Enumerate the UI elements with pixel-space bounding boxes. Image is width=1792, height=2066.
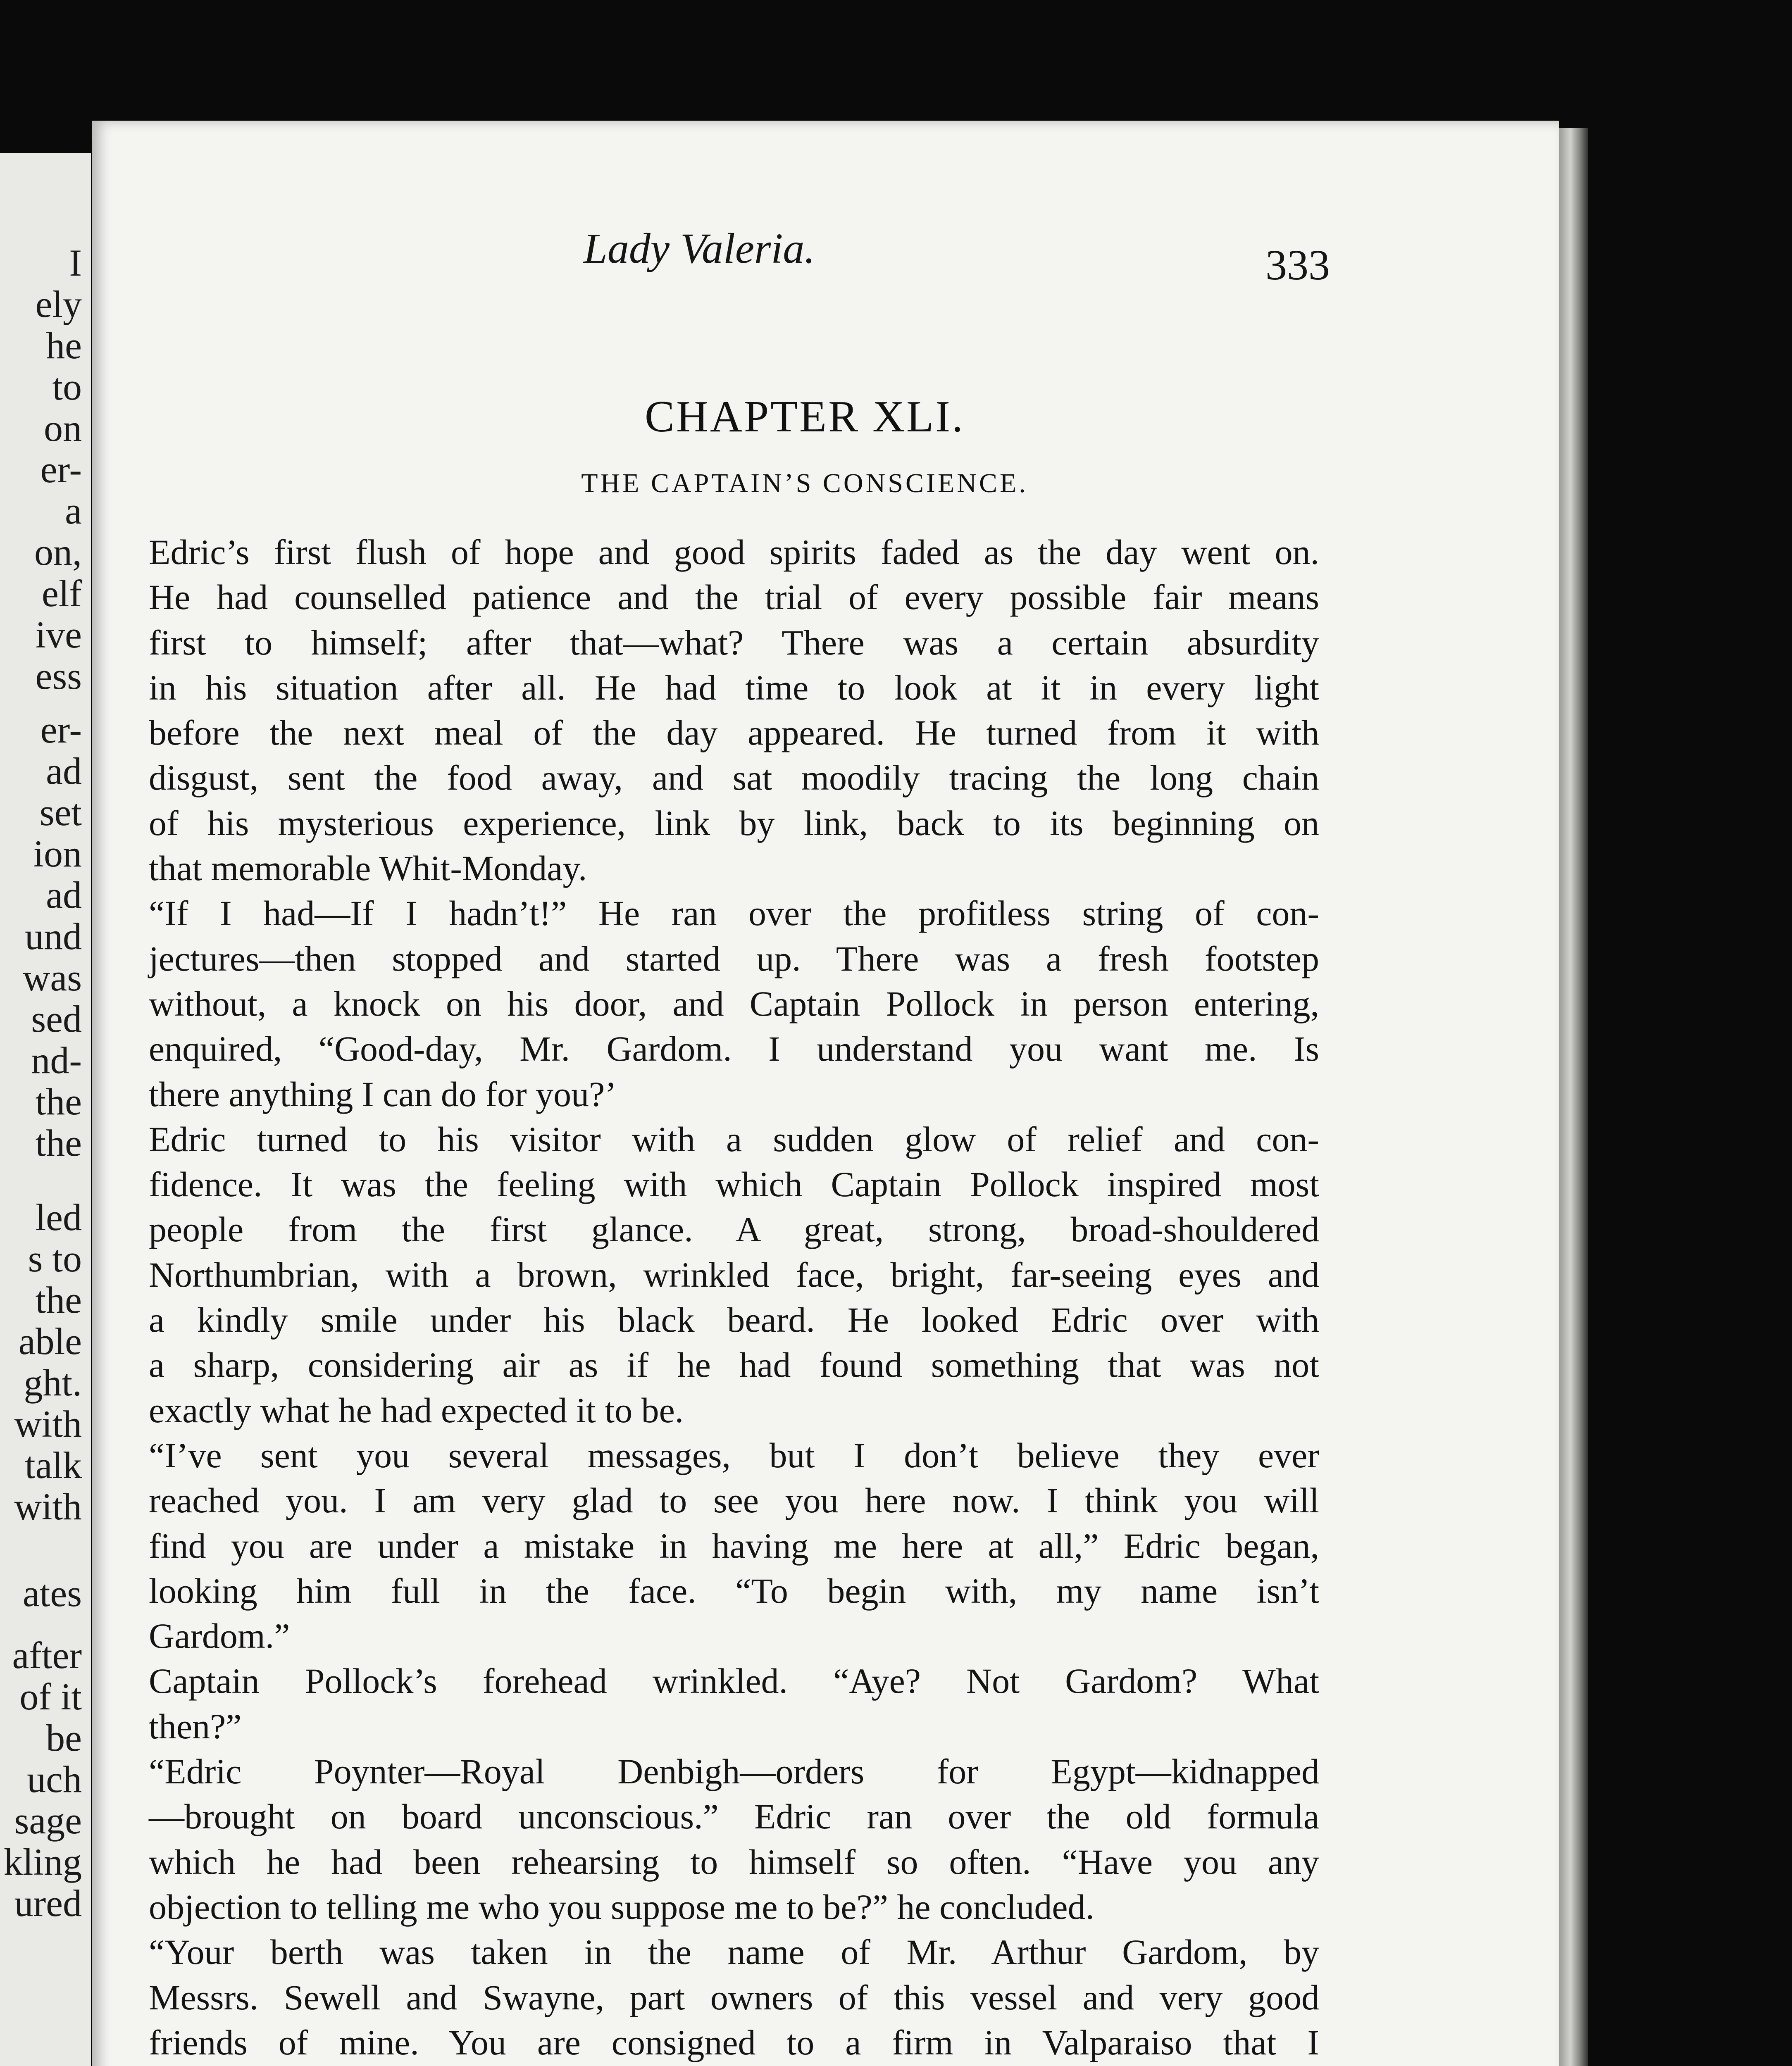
text-line: objection to telling me who you suppose me to be?” he concluded. <box>149 1887 1094 1927</box>
facing-page-fragment: sage <box>14 1799 82 1842</box>
facing-page-fragment: ess <box>35 655 82 697</box>
text-line: Edric’s first flush of hope and good spirits faded as the day went on. <box>149 532 1319 572</box>
text-line: “Your berth was taken in the name of Mr. Arthur Gardom, by <box>149 1932 1319 1972</box>
chapter-subtitle: THE CAPTAIN’S CONSCIENCE. <box>581 468 1028 498</box>
facing-page-fragment: of it <box>19 1676 82 1718</box>
running-head: Lady Valeria. <box>584 225 815 272</box>
facing-page-fragment: on <box>44 407 82 449</box>
text-line: people from the first glance. A great, strong, broad-shouldered <box>149 1209 1319 1250</box>
facing-page-fragment: ured <box>14 1882 82 1924</box>
facing-page-fragment: uch <box>27 1758 82 1800</box>
facing-page-fragment: s to <box>28 1238 82 1280</box>
facing-page-fragment: ion <box>33 833 82 875</box>
facing-page-fragment: set <box>39 791 82 833</box>
text-line: a sharp, considering air as if he had found something that was not <box>149 1345 1319 1385</box>
facing-page-fragment: led <box>35 1196 82 1238</box>
text-line: He had counselled patience and the trial of every possible fair means <box>149 577 1319 617</box>
facing-page-fragment: ad <box>46 874 82 916</box>
text-line: find you are under a mistake in having me here at all,” Edric began, <box>149 1526 1319 1566</box>
text-line: “Edric Poynter—Royal Denbigh—orders for Egypt—kidnapped <box>149 1752 1319 1792</box>
text-line: before the next meal of the day appeared. He turned from it with <box>149 713 1319 753</box>
text-line: “If I had—If I hadn’t!” He ran over the profitless string of con- <box>149 893 1319 933</box>
facing-page-fragment: ght. <box>24 1361 82 1404</box>
text-line: in his situation after all. He had time to look at it in every light <box>149 667 1319 707</box>
text-line: Messrs. Sewell and Swayne, part owners of this vessel and very good <box>149 1977 1319 2017</box>
text-line: reached you. I am very glad to see you here now. I think you will <box>149 1480 1319 1521</box>
text-line: —brought on board unconscious.” Edric ran over the old formula <box>149 1797 1319 1837</box>
facing-page-fragment: ely <box>35 283 82 325</box>
facing-page-fragment: ad <box>46 750 82 792</box>
text-line: which he had been rehearsing to himself so often. “Have you any <box>149 1842 1319 1882</box>
text-line: disgust, sent the food away, and sat moodily tracing the long chain <box>149 758 1319 798</box>
text-line: Northumbrian, with a brown, wrinkled face, bright, far-seeing eyes and <box>149 1254 1319 1295</box>
facing-page-fragment: with <box>14 1403 82 1445</box>
facing-page-fragment: und <box>25 915 82 957</box>
page-number: 333 <box>1265 241 1330 289</box>
facing-page-fragment: talk <box>25 1444 82 1486</box>
facing-page-fragment: er- <box>40 448 82 490</box>
facing-page-fragment: with <box>14 1485 82 1528</box>
text-line: a kindly smile under his black beard. He looked Edric over with <box>149 1300 1319 1340</box>
facing-page-fragment: ates <box>22 1572 82 1614</box>
text-line: that memorable Whit-Monday. <box>149 848 587 888</box>
text-line: then?” <box>149 1706 242 1746</box>
text-line: without, a knock on his door, and Captain Pollock in person entering, <box>149 983 1319 1023</box>
facing-page-fragment: ive <box>35 614 82 656</box>
facing-page-fragment: able <box>18 1320 82 1362</box>
text-line: Edric turned to his visitor with a sudden glow of relief and con- <box>149 1119 1319 1159</box>
text-line: jectures—then stopped and started up. There was a fresh footstep <box>149 938 1319 978</box>
facing-page-fragment: after <box>12 1634 82 1676</box>
text-line: there anything I can do for you?’ <box>149 1074 617 1114</box>
facing-page-fragment: I <box>69 242 82 284</box>
facing-page-fragment: nd- <box>31 1039 82 1081</box>
facing-page-fragment: on, <box>34 531 82 573</box>
facing-page-fragment: a <box>65 490 82 532</box>
text-line: fidence. It was the feeling with which Captain Pollock inspired most <box>149 1164 1319 1204</box>
page-stack-edge <box>1559 128 1588 2066</box>
chapter-title: CHAPTER XLI. <box>645 392 965 441</box>
facing-page-fragment: was <box>22 957 82 999</box>
facing-page-fragment: elf <box>41 572 82 614</box>
facing-page-fragment: the <box>35 1122 82 1164</box>
text-line: Captain Pollock’s forehead wrinkled. “Aye? Not Gardom? What <box>149 1661 1319 1701</box>
facing-page-fragment: kling <box>3 1841 82 1883</box>
facing-page-fragment: er- <box>40 709 82 751</box>
facing-page-fragment: sed <box>31 998 82 1040</box>
text-line: of his mysterious experience, link by link, back to its beginning on <box>149 803 1319 843</box>
facing-page-fragment: to <box>52 366 82 408</box>
text-line: friends of mine. You are consigned to a firm in Valparaiso that I <box>149 2022 1319 2062</box>
text-line: looking him full in the face. “To begin with, my name isn’t <box>149 1571 1319 1611</box>
book-page <box>92 121 1559 2066</box>
body-text <box>149 530 1319 2066</box>
facing-page-edge <box>0 153 97 2066</box>
facing-page-fragment: the <box>35 1279 82 1321</box>
facing-page-fragment: he <box>46 324 82 367</box>
facing-page-fragment: the <box>35 1081 82 1123</box>
text-line: enquired, “Good-day, Mr. Gardom. I understand you want me. Is <box>149 1029 1319 1069</box>
text-line: Gardom.” <box>149 1616 290 1656</box>
text-line: “I’ve sent you several messages, but I don’t believe they ever <box>149 1435 1319 1475</box>
text-line: first to himself; after that—what? There was a certain absurdity <box>149 622 1319 662</box>
facing-page-fragment: be <box>46 1717 82 1759</box>
text-line: exactly what he had expected it to be. <box>149 1390 684 1430</box>
